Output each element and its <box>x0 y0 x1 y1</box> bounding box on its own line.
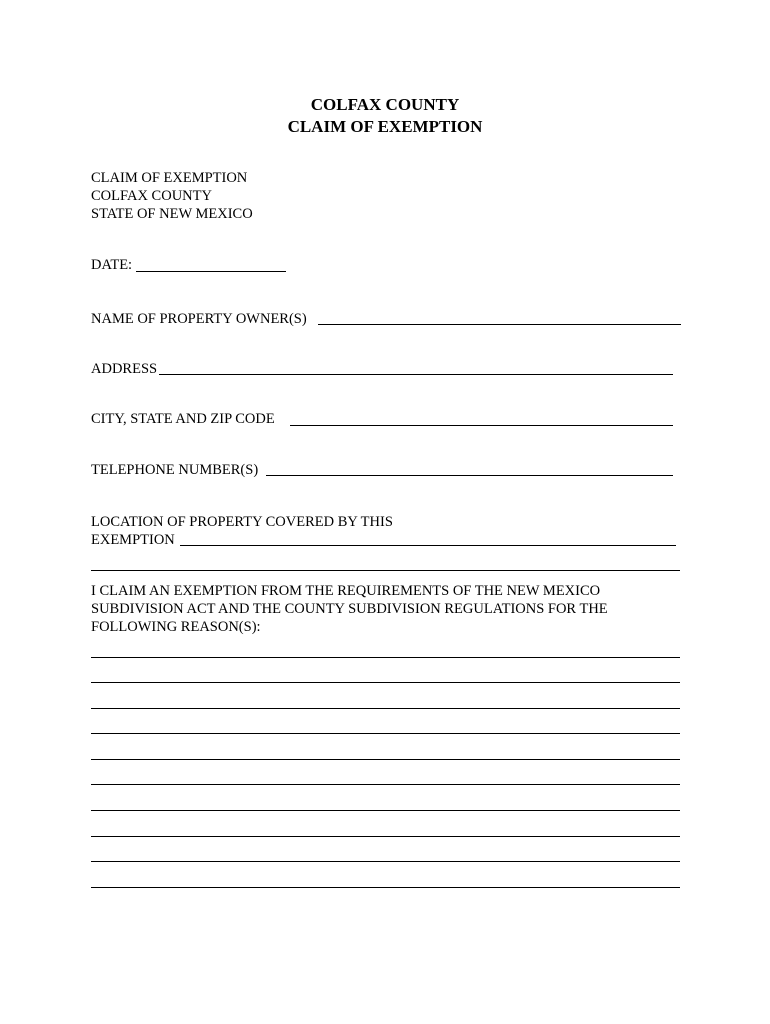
date-field-line[interactable] <box>136 271 286 272</box>
address-field-line[interactable] <box>159 374 673 375</box>
owner-field-line[interactable] <box>318 324 681 325</box>
page-title-county: COLFAX COUNTY <box>310 95 460 114</box>
owner-label: NAME OF PROPERTY OWNER(S) <box>91 311 307 327</box>
reason-line[interactable] <box>91 861 680 862</box>
reason-line[interactable] <box>91 784 680 785</box>
address-label: ADDRESS <box>91 361 158 377</box>
location-field-line-1[interactable] <box>180 545 676 546</box>
telephone-field-line[interactable] <box>266 475 673 476</box>
city-state-zip-field-line[interactable] <box>290 425 673 426</box>
address-block-line-3: STATE OF NEW MEXICO <box>91 206 253 222</box>
reason-line[interactable] <box>91 836 680 837</box>
reason-line[interactable] <box>91 682 680 683</box>
reason-line[interactable] <box>91 759 680 760</box>
address-block-line-1: CLAIM OF EXEMPTION <box>91 170 248 186</box>
claim-statement: I CLAIM AN EXEMPTION FROM THE REQUIREMENTS OF THE NEW MEXICO SUBDIVISION ACT AND THE COUNTY SUBDIVISION REGULATIONS FOR THE FOLLOWING REASON(S): <box>91 583 608 635</box>
page-title-form: CLAIM OF EXEMPTION <box>287 117 483 136</box>
city-state-zip-label: CITY, STATE AND ZIP CODE <box>91 411 275 427</box>
location-label-line-2: EXEMPTION <box>91 532 175 548</box>
reason-line[interactable] <box>91 657 680 658</box>
reason-line[interactable] <box>91 810 680 811</box>
address-block-line-2: COLFAX COUNTY <box>91 188 212 204</box>
location-field-line-2[interactable] <box>91 570 680 571</box>
reason-line[interactable] <box>91 708 680 709</box>
telephone-label: TELEPHONE NUMBER(S) <box>91 462 259 478</box>
date-label: DATE: <box>91 257 133 273</box>
reason-line[interactable] <box>91 733 680 734</box>
reason-line[interactable] <box>91 887 680 888</box>
location-label-line-1: LOCATION OF PROPERTY COVERED BY THIS <box>91 514 393 530</box>
